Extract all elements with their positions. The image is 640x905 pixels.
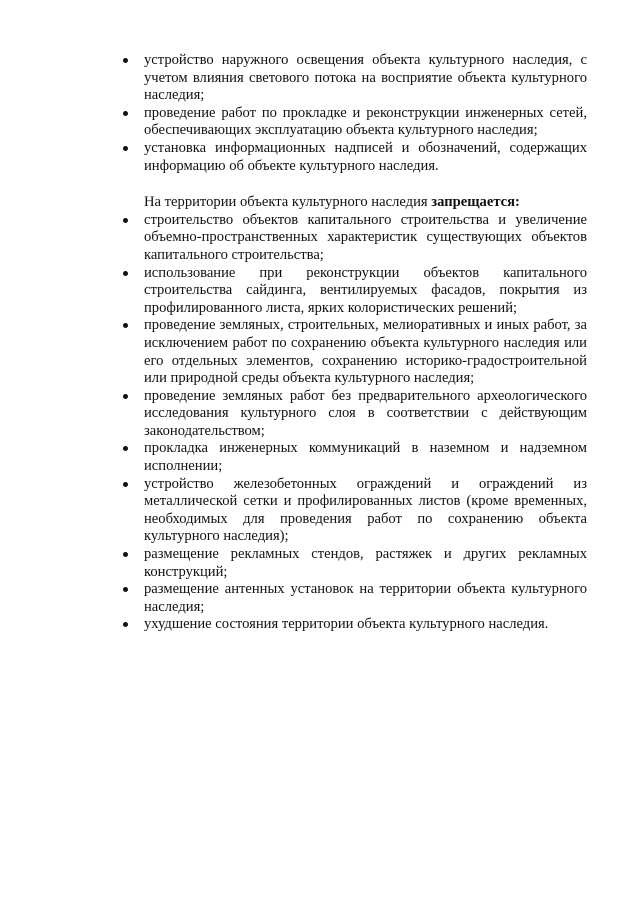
list-item: проведение земляных, строительных, мелиоративных и иных работ, за исключением работ по сохранению объекта культурного наследия или его отдельных элементов, сохранению историко-градостроительной или природной среды объекта культурного наследия; (121, 317, 587, 387)
list-item: проведение работ по прокладке и реконструкции инженерных сетей, обеспечивающих эксплуатацию объекта культурного наследия; (121, 105, 587, 140)
list-item: устройство наружного освещения объекта культурного наследия, с учетом влияния светового потока на восприятие объекта культурного наследия; (121, 52, 587, 105)
prohibited-list (121, 212, 587, 634)
permitted-list (121, 52, 587, 175)
list-item: использование при реконструкции объектов капитального строительства сайдинга, вентилируемых фасадов, покрытия из профилированного листа, ярких колористических решений; (121, 265, 587, 318)
list-item: размещение рекламных стендов, растяжек и других рекламных конструкций; (121, 546, 587, 581)
list-item: устройство железобетонных ограждений и ограждений из металлической сетки и профилированных листов (кроме временных, необходимых для проведения работ по сохранению объекта культурного наследия); (121, 476, 587, 546)
list-item: размещение антенных установок на территории объекта культурного наследия; (121, 581, 587, 616)
prohibited-heading (121, 194, 587, 212)
list-item: проведение земляных работ без предварительного археологического исследования культурного слоя в соответствии с действующим законодательством; (121, 388, 587, 441)
paragraph-gap (121, 175, 587, 194)
list-item: установка информационных надписей и обозначений, содержащих информацию об объекте культурного наследия. (121, 140, 587, 175)
list-item: прокладка инженерных коммуникаций в наземном и надземном исполнении; (121, 440, 587, 475)
list-item: ухудшение состояния территории объекта культурного наследия. (121, 616, 587, 634)
heading-emphasis: запрещается: (431, 194, 520, 211)
document-body (121, 52, 587, 634)
list-item: строительство объектов капитального строительства и увеличение объемно-пространственных характеристик существующих объектов капитального строительства; (121, 212, 587, 265)
heading-text: На территории объекта культурного наследия (144, 194, 432, 211)
